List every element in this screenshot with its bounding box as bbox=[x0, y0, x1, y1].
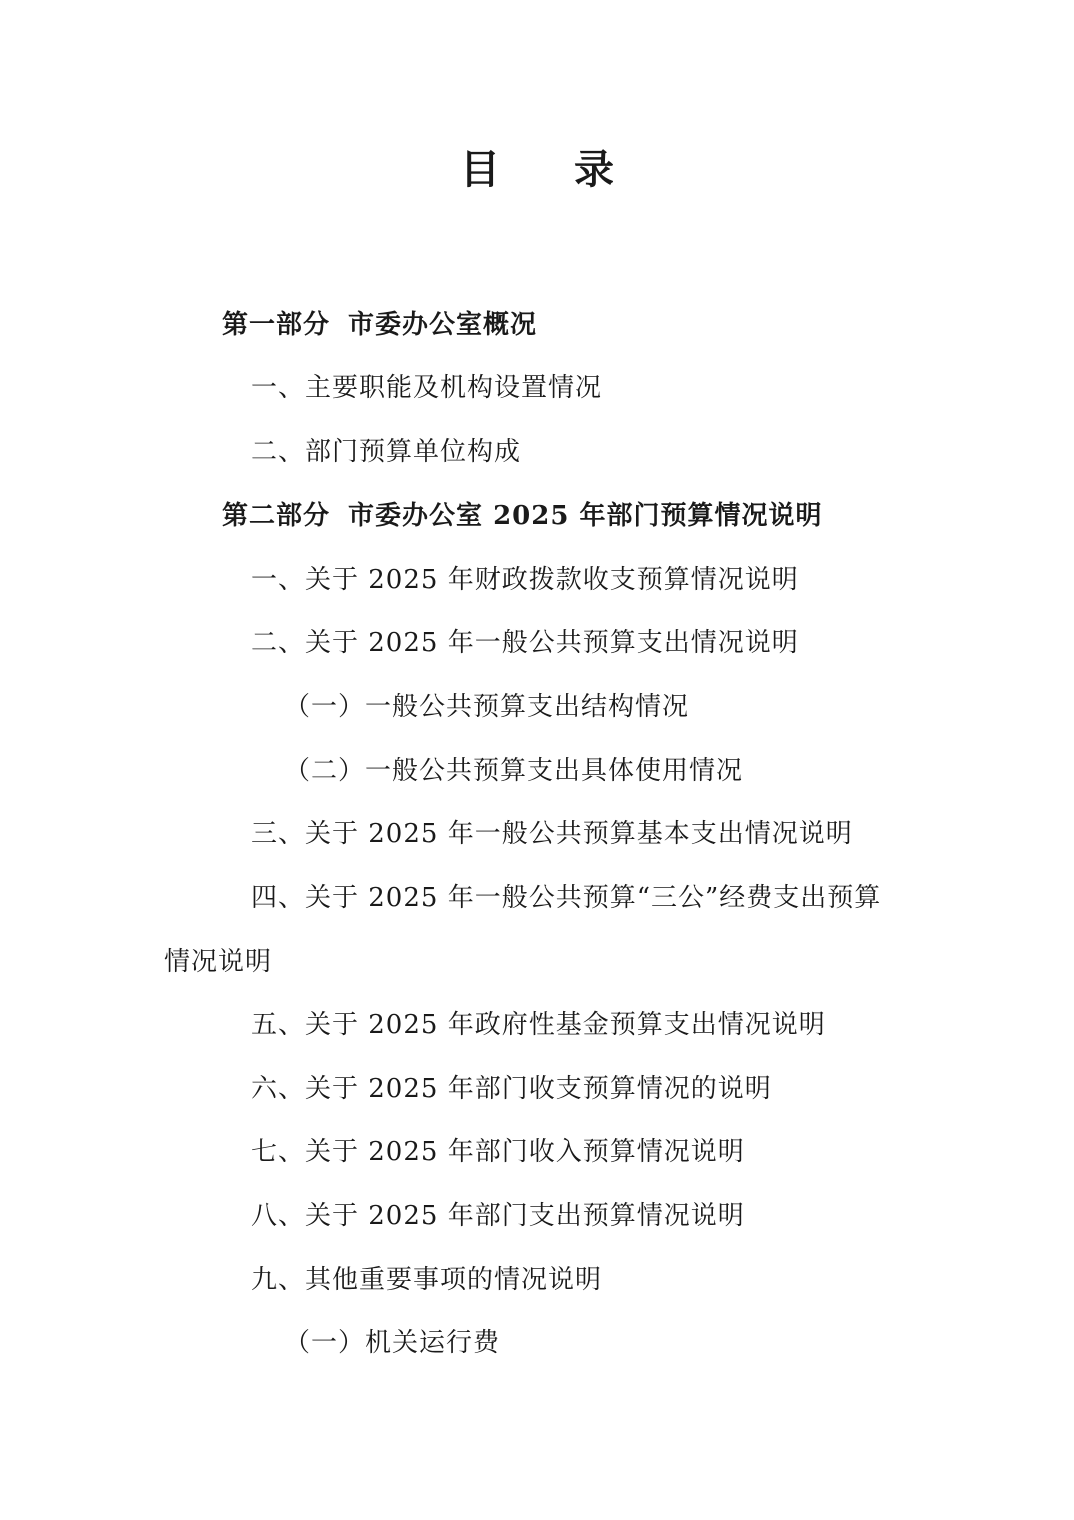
toc-subentry: （一）一般公共预算支出结构情况 bbox=[284, 692, 690, 722]
toc-entry: 四、关于 2025 年一般公共预算“三公”经费支出预算 bbox=[251, 883, 882, 913]
part-title: 市委办公室概况 bbox=[348, 310, 538, 340]
part-label: 第二部分 bbox=[222, 501, 331, 531]
toc-title: 目 录 bbox=[460, 146, 644, 193]
toc-part-heading bbox=[222, 496, 822, 536]
toc-entry: 五、关于 2025 年政府性基金预算支出情况说明 bbox=[251, 1010, 826, 1040]
toc-subentry: （二）一般公共预算支出具体使用情况 bbox=[284, 756, 744, 786]
toc-entry: 七、关于 2025 年部门收入预算情况说明 bbox=[251, 1137, 745, 1167]
toc-entry: 二、部门预算单位构成 bbox=[251, 437, 522, 467]
toc-entry: 一、主要职能及机构设置情况 bbox=[251, 373, 603, 403]
toc-part-heading bbox=[222, 305, 537, 345]
toc-entry: 一、关于 2025 年财政拨款收支预算情况说明 bbox=[251, 565, 799, 595]
part-label: 第一部分 bbox=[222, 310, 331, 340]
toc-entry: 二、关于 2025 年一般公共预算支出情况说明 bbox=[251, 628, 799, 658]
toc-entry: 八、关于 2025 年部门支出预算情况说明 bbox=[251, 1201, 745, 1231]
toc-entry: 六、关于 2025 年部门收支预算情况的说明 bbox=[251, 1074, 772, 1104]
part-title: 市委办公室 2025 年部门预算情况说明 bbox=[348, 501, 823, 531]
toc-entry: 三、关于 2025 年一般公共预算基本支出情况说明 bbox=[251, 819, 853, 849]
toc-entry: 九、其他重要事项的情况说明 bbox=[251, 1265, 603, 1295]
toc-subentry: （一）机关运行费 bbox=[284, 1328, 501, 1358]
toc-entry-continuation: 情况说明 bbox=[164, 947, 273, 977]
